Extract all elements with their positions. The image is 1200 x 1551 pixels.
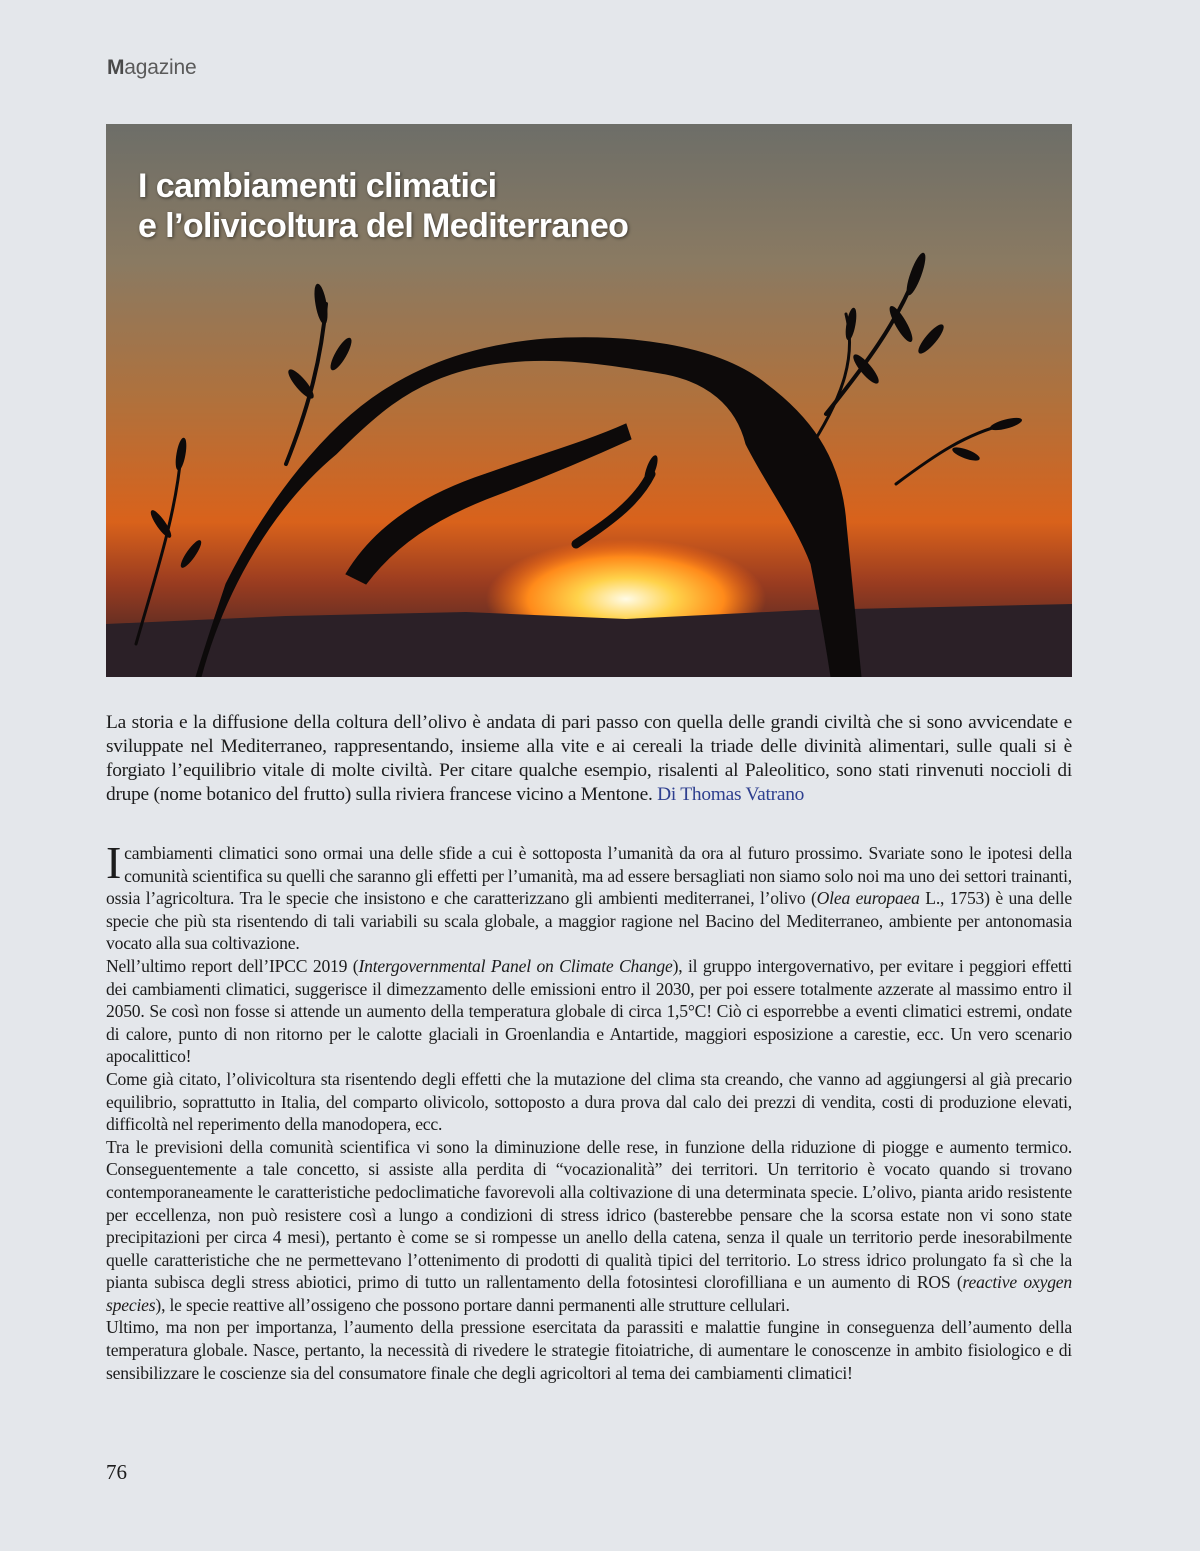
hero-photo <box>106 124 1072 677</box>
article-body <box>106 837 1073 1384</box>
body-paragraph-5: Ultimo, ma non per importanza, l’aumento della pressione esercitata da parassiti e malattie fungine in conseguenza dell’aumento della temperatura globale. Nasce, pertanto, la necessità di rivedere le strategie fitoiatriche, di aumentare le conoscenze in ambito fisiologico e di sensibilizzare le coscienze sia del consumatore finale che degli agricoltori al tema dei cambiamenti climatici! <box>106 1317 1072 1383</box>
article-title <box>138 166 628 246</box>
lead-text: La storia e la diffusione della coltura dell’olivo è andata di pari passo con quella delle grandi civiltà che si sono avvicendate e sviluppate nel Mediterraneo, rappresentando, insieme alla vite e ai cereali la triade delle divinità alimentari, sulle quali si è forgiato l’equilibrio vitale di molte civiltà. Per citare qualche esempio, risalenti al Paleolitico, sono stati rinvenuti noccioli di drupe (nome botanico del frutto) sulla riviera francese vicino a Mentone. <box>106 712 1072 805</box>
drop-cap: I <box>106 837 122 888</box>
article-lead <box>106 711 1072 807</box>
article-title-line-1: I cambiamenti climatici <box>138 167 497 205</box>
body-paragraph-2: Nell’ultimo report dell’IPCC 2019 (Intergovernmental Panel on Climate Change), il gruppo intergovernativo, per evitare i peggiori effetti dei cambiamenti climatici, suggerisce il dimezzamento delle emissioni entro il 2030, per poi essere totalmente azzerate al massimo entro il 2050. Se così non fosse si attende un aumento della temperatura globale di circa 1,5°C! Ciò ci esporrebbe a eventi climatici estremi, ondate di calore, punto di non ritorno per le calotte glaciali in Groenlandia e Antartide, maggiori esposizione a carestie, ecc. Un vero scenario apocalittico! <box>106 955 1072 1067</box>
page-number: 76 <box>106 1460 127 1484</box>
body-paragraph-4: Tra le previsioni della comunità scientifica vi sono la diminuzione delle rese, in funzione della riduzione di piogge e aumento termico. Conseguentemente a tale concetto, si assiste alla perdita di “vocazionalità” dei territori. Un territorio è vocato quando si trovano contemporaneamente le caratteristiche pedoclimatiche favorevoli alla coltivazione di una determinata specie. L’olivo, pianta arido resistente per eccellenza, non può resistere così a lungo a condizioni di stress idrico (basterebbe pensare che la scorsa estate non vi sono state precipitazioni per circa 4 mesi), pertanto è come se si rompesse un anello della catena, senza il quale un territorio perde inesorabilmente quelle caratteristiche che ne permettevano l’ottenimento di prodotti di qualità tipici del territorio. Lo stress idrico prolungato fa sì che la pianta subisca degli stress abiotici, primo di tutto un rallentamento della fotosintesi clorofilliana e un aumento di ROS (reactive oxygen species), le specie reattive all’ossigeno che possono portare danni permanenti alle strutture cellulari. <box>106 1136 1073 1315</box>
author-byline: Di Thomas Vatrano <box>657 784 805 805</box>
body-paragraph-3: Come già citato, l’olivicoltura sta risentendo degli effetti che la mutazione del clima sta creando, che vanno ad aggiungersi al già precario equilibrio, soprattutto in Italia, del comparto olivicolo, sottoposto a dura prova dal calo dei prezzi di vendita, costi di produzione elevati, difficoltà nel reperimento della manodopera, ecc. <box>106 1068 1072 1135</box>
article-title-line-2: e l’olivicoltura del Mediterraneo <box>138 207 629 245</box>
section-label: Magazine <box>107 56 197 79</box>
body-paragraph-1: Icambiamenti climatici sono ormai una delle sfide a cui è sottoposta l’umanità da ora al futuro prossimo. Svariate sono le ipotesi della comunità scientifica su quelli che saranno gli effetti per l’umanità, ma ad essere bersagliati non siamo solo noi ma uno dei settori trainanti, ossia l’agricoltura. Tra le specie che insistono e che caratterizzano gli ambienti mediterranei, l’olivo (Olea europaea L., 1753) è una delle specie che più sta risentendo di tali variabili su scala globale, a maggior ragione nel Bacino del Mediterraneo, ambiente per antonomasia vocato alla sua coltivazione. <box>106 837 1072 954</box>
